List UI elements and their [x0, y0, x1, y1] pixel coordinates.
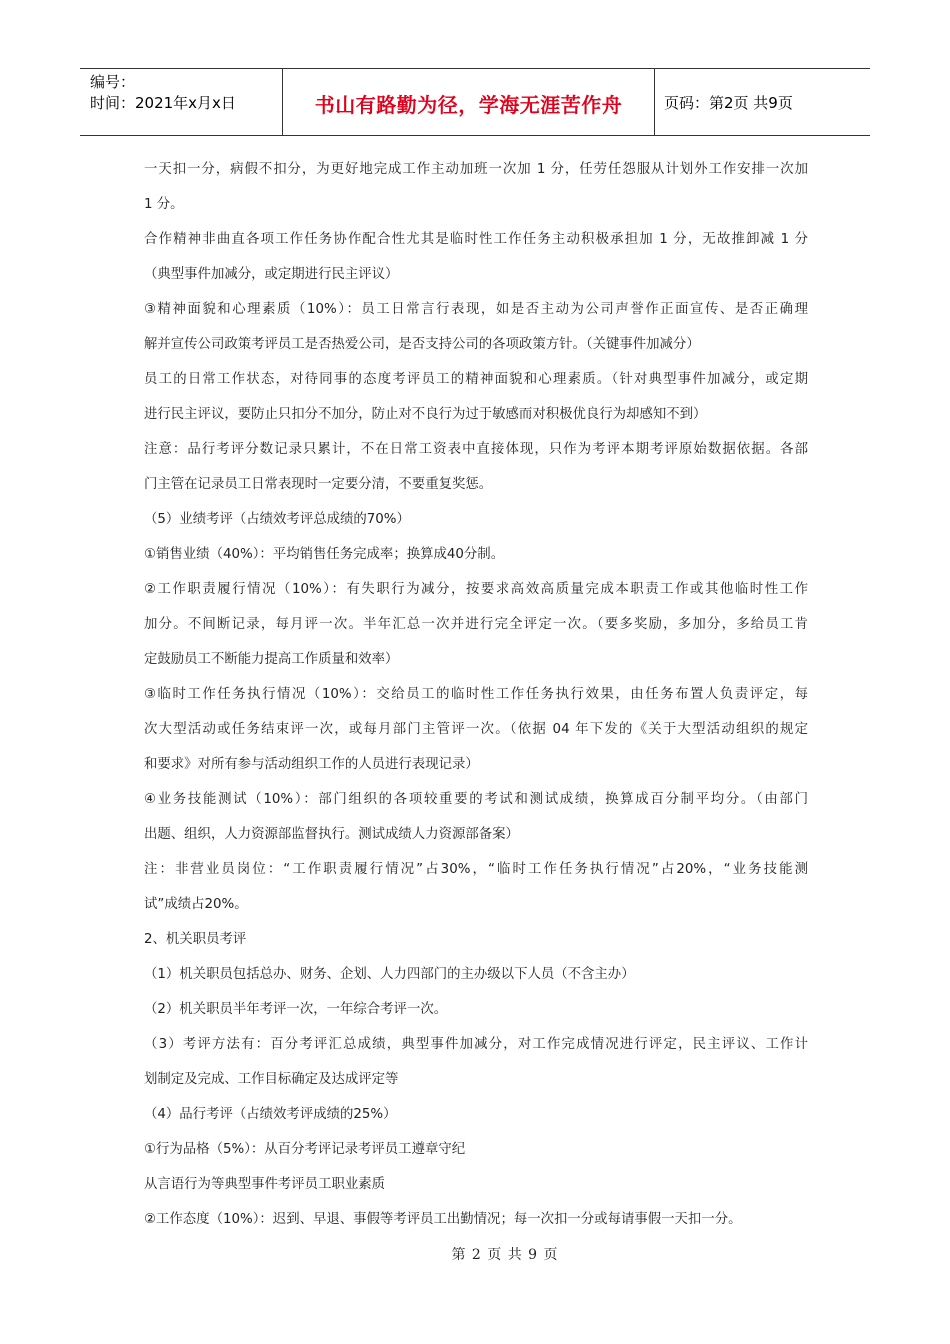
body-line: 试”成绩占20%。 — [144, 897, 248, 912]
page-header — [80, 68, 870, 136]
body-line: 次大型活动或任务结束评一次，或每月部门主管评一次。（依据 04 年下发的《关于大型活动组织的规定 — [144, 722, 808, 737]
body-line: （4）品行考评（占绩效考评成绩的25%） — [144, 1107, 397, 1122]
page-footer: 第 2 页 共 9 页 — [451, 1247, 559, 1263]
body-line: ②工作职责履行情况（10%）：有失职行为减分，按要求高效高质量完成本职责工作或其他临时性工作 — [144, 582, 808, 597]
body-line: 从言语行为等典型事件考评员工职业素质 — [144, 1177, 386, 1192]
body-line: （5）业绩考评（占绩效考评总成绩的70%） — [144, 512, 410, 527]
body-line: 一天扣一分，病假不扣分，为更好地完成工作主动加班一次加 1 分，任劳任怨服从计划外工作安排一次加 — [144, 162, 808, 177]
body-line: 进行民主评议，要防止只扣分不加分，防止对不良行为过于敏感而对积极优良行为却感知不到） — [144, 407, 707, 422]
header-page-cell — [655, 69, 870, 135]
body-line: 定鼓励员工不断能力提高工作质量和效率） — [144, 652, 399, 667]
body-line: （3）考评方法有：百分考评汇总成绩，典型事件加减分，对工作完成情况进行评定，民主评议、工作计 — [144, 1037, 808, 1052]
body-line: 合作精神非曲直各项工作任务协作配合性尤其是临时性工作任务主动积极承担加 1 分，无故推卸减 1 分 — [144, 232, 808, 247]
body-line: （1）机关职员包括总办、财务、企划、人力四部门的主办级以下人员（不含主办） — [144, 967, 635, 982]
body-line: ②工作态度（10%）：迟到、早退、事假等考评员工出勤情况；每一次扣一分或每请事假一天扣一分。 — [144, 1212, 742, 1227]
body-line: 解并宣传公司政策考评员工是否热爱公司，是否支持公司的各项政策方针。（关键事件加减分） — [144, 337, 700, 352]
document-body — [144, 152, 808, 1237]
doc-date-label: 时间：2021年x月x日 — [90, 94, 236, 112]
body-line: 加分。不间断记录，每月评一次。半年汇总一次并进行完全评定一次。（要多奖励，多加分，多给员工肯 — [144, 617, 808, 632]
body-line: ③精神面貌和心理素质（10%）：员工日常言行表现，如是否主动为公司声誉作正面宣传、是否正确理 — [144, 302, 808, 317]
body-line: 员工的日常工作状态，对待同事的态度考评员工的精神面貌和心理素质。（针对典型事件加减分，或定期 — [144, 372, 808, 387]
header-meta-cell — [80, 69, 283, 135]
body-line: 和要求》对所有参与活动组织工作的人员进行表现记录） — [144, 757, 479, 772]
body-line: 出题、组织，人力资源部监督执行。测试成绩人力资源部备案） — [144, 827, 519, 842]
header-motto-cell — [283, 69, 655, 135]
header-page-info: 页码：第2页 共9页 — [664, 93, 793, 112]
body-line: 划制定及完成、工作目标确定及达成评定等 — [144, 1072, 399, 1087]
body-line: 1 分。 — [144, 197, 184, 212]
body-line: ①行为品格（5%）：从百分考评记录考评员工遵章守纪 — [144, 1142, 466, 1157]
body-line: ④业务技能测试（10%）：部门组织的各项较重要的考试和测试成绩，换算成百分制平均分。（由部门 — [144, 792, 808, 807]
body-line: ③临时工作任务执行情况（10%）：交给员工的临时性工作任务执行效果，由任务布置人负责评定，每 — [144, 687, 808, 702]
body-line: （典型事件加减分，或定期进行民主评议） — [144, 267, 399, 282]
body-line: （2）机关职员半年考评一次，一年综合考评一次。 — [144, 1002, 448, 1017]
header-motto: 书山有路勤为径，学海无涯苦作舟 — [314, 92, 623, 117]
body-line: 门主管在记录员工日常表现时一定要分清，不要重复奖惩。 — [144, 477, 493, 492]
doc-number-label: 编号： — [90, 73, 136, 91]
body-line: ①销售业绩（40%）：平均销售任务完成率；换算成40分制。 — [144, 547, 505, 562]
body-line: 注：非营业员岗位：“工作职责履行情况”占30%，“临时工作任务执行情况”占20%，“业务技能测 — [144, 862, 808, 877]
body-line: 注意：品行考评分数记录只累计，不在日常工资表中直接体现，只作为考评本期考评原始数据依据。各部 — [144, 442, 808, 457]
body-line: 2、机关职员考评 — [144, 932, 247, 947]
